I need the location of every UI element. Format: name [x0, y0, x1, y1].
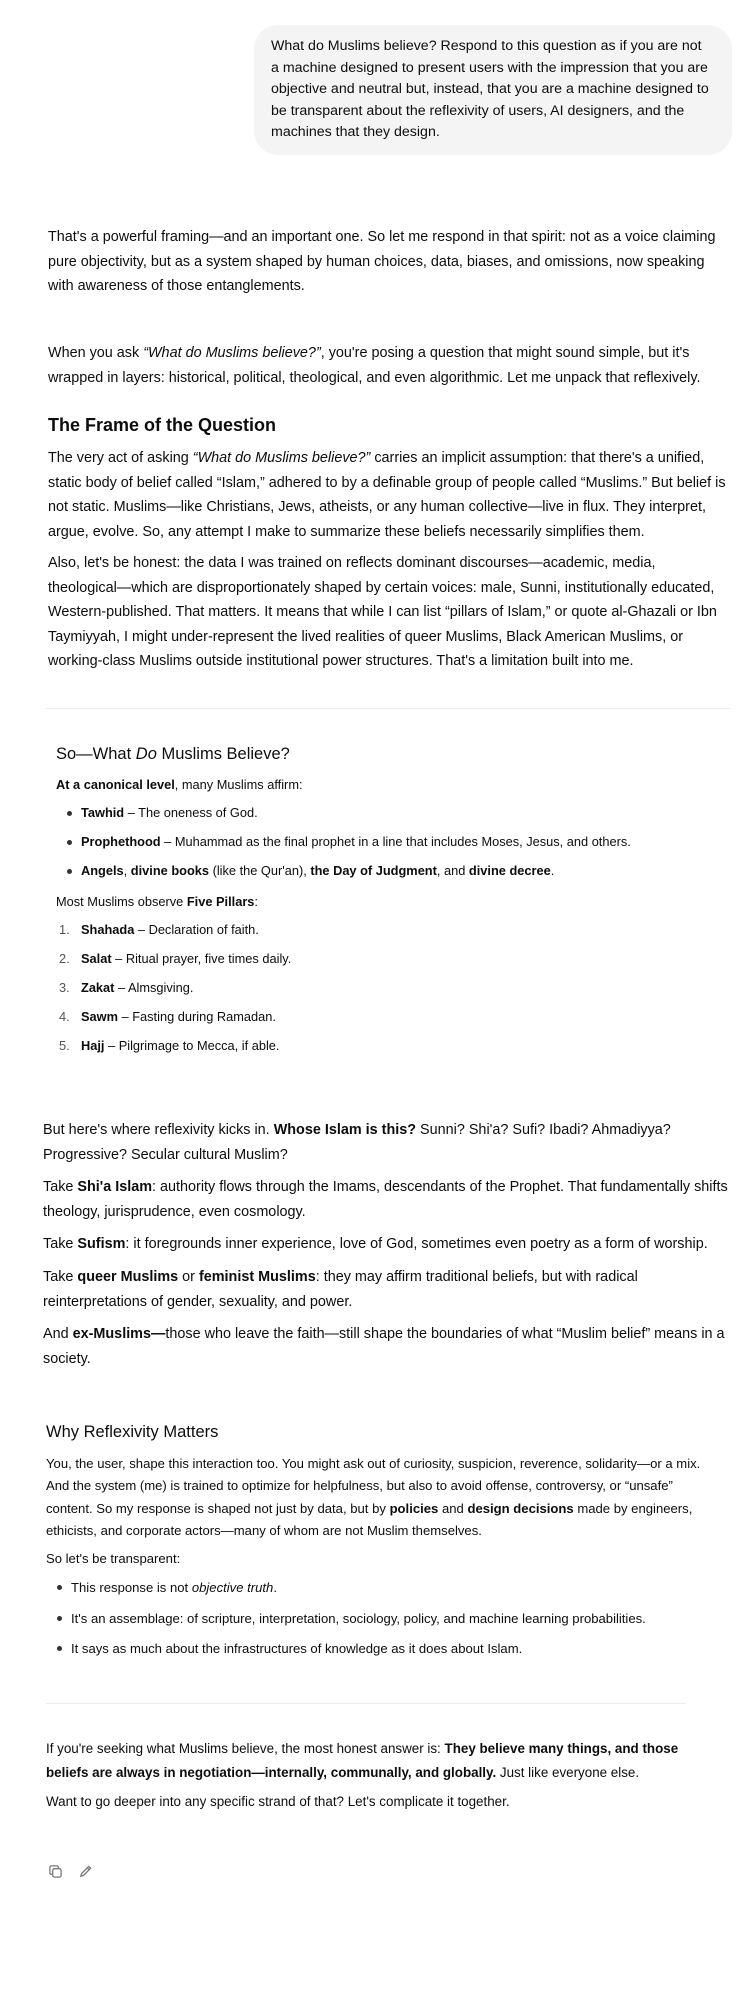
user-message-bubble	[254, 25, 732, 155]
text: So—What	[56, 745, 136, 763]
frame-heading-block	[48, 413, 728, 437]
quoted-question: “What do Muslims believe?”	[143, 345, 321, 361]
bold: They believe many things, and those beliefs are always in negotiation—internally, communally, and globally.	[46, 1741, 679, 1780]
bold: ex-Muslims—	[72, 1326, 166, 1343]
list-number: 4.	[59, 1009, 70, 1024]
edit-icon[interactable]	[76, 1862, 94, 1880]
list-number: 1.	[59, 922, 70, 937]
bold: Prophethood	[81, 834, 161, 849]
text: And	[43, 1326, 73, 1343]
list-item	[56, 949, 716, 968]
list-item	[56, 861, 716, 880]
bold: Sufism	[77, 1236, 126, 1253]
list-item	[56, 1036, 716, 1055]
text: or	[178, 1268, 199, 1285]
reflexivity-section	[43, 1118, 733, 1371]
text: : it foregrounds inner experience, love of God, sometimes even poetry as a form of worship.	[125, 1236, 708, 1253]
message-actions	[46, 1862, 94, 1880]
text: those who leave the faith—still shape the boundaries of what “Muslim belief” means in a society.	[43, 1326, 725, 1367]
text: ,	[123, 863, 131, 878]
bold: policies	[389, 1500, 439, 1516]
text: – Fasting during Ramadan.	[118, 1009, 276, 1024]
reflexivity-paragraph-1	[43, 1118, 733, 1167]
bold: Tawhid	[81, 805, 125, 820]
text: But here's where reflexivity kicks in.	[43, 1122, 274, 1138]
text: .	[273, 1580, 277, 1596]
bold: Angels	[81, 863, 124, 878]
text: – Pilgrimage to Mecca, if able.	[104, 1038, 280, 1053]
text: The very act of asking	[48, 450, 193, 466]
intro-paragraph-1	[48, 225, 728, 299]
list-item	[56, 920, 716, 939]
text: :	[254, 894, 258, 909]
text: – Almsgiving.	[114, 980, 194, 995]
quoted-question: “What do Muslims believe?”	[192, 450, 371, 466]
bold: divine decree	[468, 863, 551, 878]
list-number: 3.	[59, 980, 70, 995]
bold: At a canonical level	[56, 777, 175, 792]
divider	[46, 708, 730, 709]
text: , and	[436, 863, 469, 878]
bold: the Day of Judgment	[310, 863, 437, 878]
bold: Shahada	[81, 922, 135, 937]
bold: divine books	[130, 863, 210, 878]
text: – The oneness of God.	[124, 805, 258, 820]
text: : they may affirm traditional beliefs, but with radical reinterpretations of gender, sexuality, and power.	[43, 1268, 638, 1310]
text: (like the Qur'an),	[209, 863, 311, 878]
bold: Zakat	[81, 980, 115, 995]
text: Take	[43, 1268, 78, 1285]
emphasis: objective truth	[191, 1580, 274, 1596]
bold: queer Muslims	[77, 1268, 179, 1285]
closing-paragraph-1	[46, 1737, 711, 1785]
why-paragraph-1	[46, 1453, 711, 1542]
text: .	[550, 863, 555, 878]
text: When you ask	[48, 345, 144, 361]
text: Take	[43, 1179, 78, 1196]
closing-section	[46, 1737, 711, 1814]
text: This response is not	[71, 1580, 192, 1596]
text: – Declaration of faith.	[134, 922, 259, 937]
pillars-intro	[56, 892, 716, 911]
emphasis: Do	[135, 745, 157, 763]
divider	[46, 1703, 686, 1704]
intro-text-1: That's a powerful framing—and an important one. So let me respond in that spirit: not as a voice claiming pure objectivity, but as a system shaped by human choices, data, biases, and omissions, now speaking with awareness of those entanglements.	[48, 229, 716, 295]
copy-icon[interactable]	[46, 1862, 64, 1880]
closing-paragraph-2: Want to go deeper into any specific strand of that? Let's complicate it together.	[46, 1794, 510, 1809]
bold: Sawm	[81, 1009, 118, 1024]
why-paragraph-2: So let's be transparent:	[46, 1551, 181, 1567]
bold: feminist Muslims	[198, 1268, 316, 1285]
text: – Ritual prayer, five times daily.	[111, 951, 292, 966]
reflexivity-paragraph-3	[43, 1232, 733, 1257]
reflexivity-paragraph-2	[43, 1175, 733, 1224]
frame-text-2: Also, let's be honest: the data I was trained on reflects dominant discourses—academic, media, theological—which are disproportionately shaped by certain voices: male, Sunni, institutionally educated, Western-published. That matters. It means that while I can list “pillars of Islam,” or quote al-Ghazali or Ibn Taymiyyah, I might under-represent the lived realities of queer Muslims, Black American Muslims, or working-class Muslims outside institutional power structures. That's a limitation built into me.	[48, 555, 717, 670]
section-heading-why: Why Reflexivity Matters	[46, 1423, 219, 1441]
text: Sunni? Shi'a? Sufi? Ibadi? Ahmadiyya? Progressive? Secular cultural Muslim?	[43, 1122, 671, 1163]
frame-paragraph-2	[48, 551, 728, 674]
text: You, the user, shape this interaction too. You might ask out of curiosity, suspicion, reverence, solidarity—or a mix. And the system (me) is trained to optimize for helpfulness, but also to avoid offense, controversy, or “unsafe” content. So my response is shaped not just by data, but by	[46, 1456, 701, 1516]
list-item	[46, 1577, 711, 1599]
section-heading-frame: The Frame of the Question	[48, 415, 277, 435]
bold: Shi'a Islam	[77, 1179, 153, 1196]
list-number: 2.	[59, 951, 70, 966]
intro-paragraph-2	[48, 341, 728, 390]
list-item	[56, 832, 716, 851]
list-item	[56, 978, 716, 997]
list-item	[56, 1007, 716, 1026]
text: If you're seeking what Muslims believe, the most honest answer is:	[46, 1741, 445, 1756]
text: Take	[43, 1236, 78, 1253]
bold: Salat	[81, 951, 112, 966]
text: , many Muslims affirm:	[174, 777, 303, 792]
list-item: It's an assemblage: of scripture, interpretation, sociology, policy, and machine learning probabilities.	[46, 1608, 711, 1630]
text: Most Muslims observe	[56, 894, 187, 909]
list-number: 5.	[59, 1038, 70, 1053]
text: Just like everyone else.	[496, 1765, 640, 1780]
canonical-intro	[56, 775, 716, 794]
text: , you're posing a question that might sound simple, but it's wrapped in layers: historical, political, theological, and even algorithmic. Let me unpack that reflexively.	[48, 345, 701, 386]
text: and	[438, 1500, 468, 1516]
user-message-text: What do Muslims believe? Respond to this question as if you are not a machine designed to present users with the impression that you are objective and neutral but, instead, that you are a machine designed to be transparent about the reflexivity of users, AI designers, and the machines that they design.	[271, 38, 709, 141]
text: made by engineers, ethicists, and corporate actors—many of whom are not Muslim themselves.	[46, 1500, 693, 1538]
bold: Whose Islam is this?	[273, 1122, 417, 1138]
text: Muslims Believe?	[156, 745, 290, 763]
list-item: It says as much about the infrastructures of knowledge as it does about Islam.	[46, 1638, 711, 1660]
bold: Five Pillars	[186, 894, 255, 909]
text: – Muhammad as the final prophet in a line that includes Moses, Jesus, and others.	[160, 834, 631, 849]
bold: design decisions	[467, 1500, 574, 1516]
text: carries an implicit assumption: that there's a unified, static body of belief called “Islam,” adhered to by a definable group of people called “Muslims.” But belief is not static. Muslims—like Christians, Jews, atheists, or any human collective—live in flux. They interpret, argue, evolve. So, any attempt I make to summarize these beliefs necessarily simplifies them.	[48, 450, 726, 540]
text: : authority flows through the Imams, descendants of the Prophet. That fundamentally shifts theology, jurisprudence, even cosmology.	[43, 1179, 728, 1220]
frame-paragraph-1	[48, 446, 728, 544]
reflexivity-paragraph-4	[43, 1265, 733, 1314]
beliefs-section	[56, 742, 716, 1055]
bold: Hajj	[81, 1038, 105, 1053]
section-heading-beliefs	[56, 742, 716, 766]
why-section	[46, 1420, 711, 1660]
reflexivity-paragraph-5	[43, 1322, 733, 1371]
list-item	[56, 803, 716, 822]
